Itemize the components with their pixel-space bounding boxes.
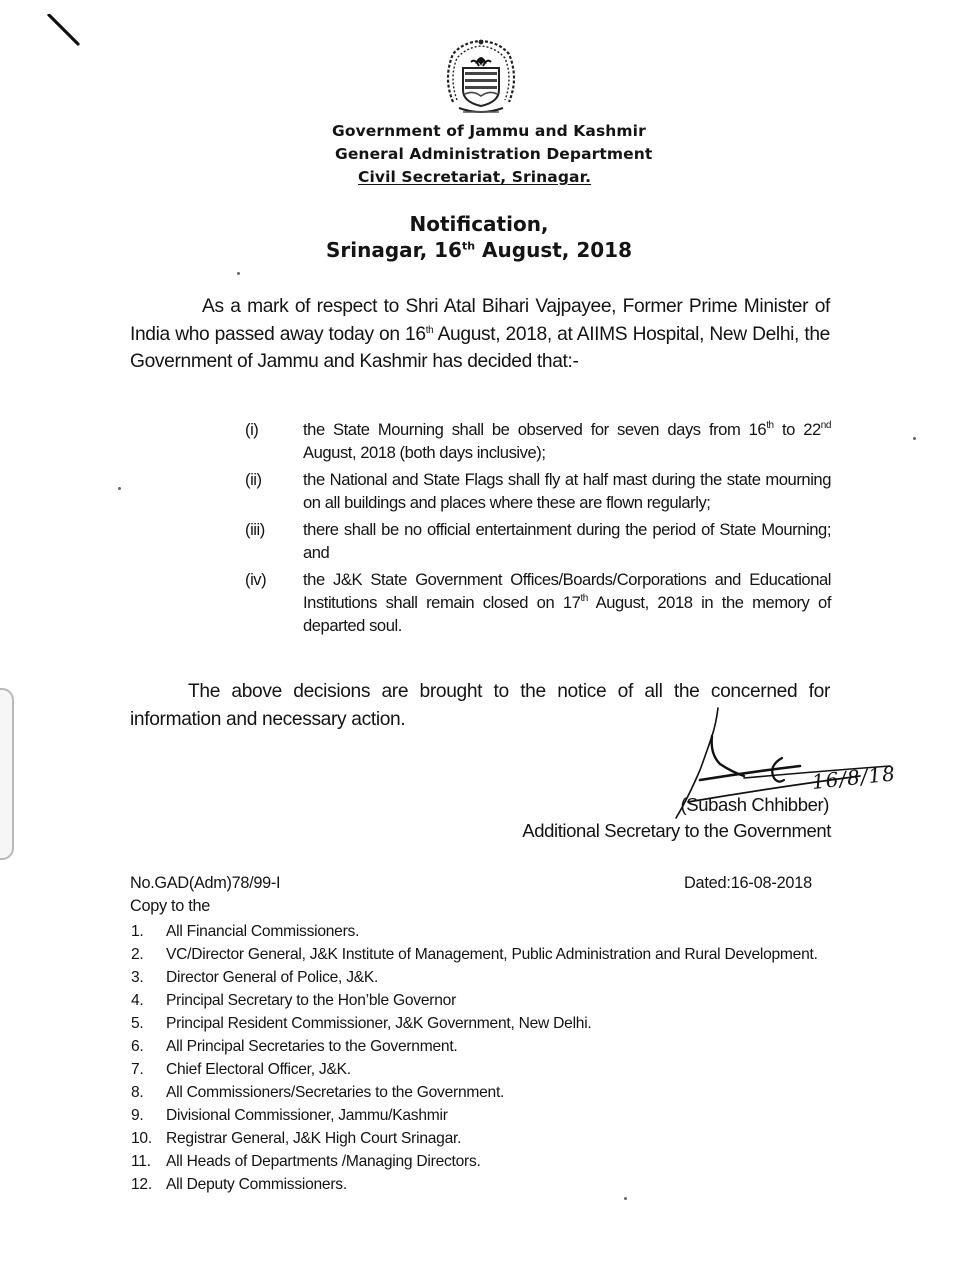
copy-to-recipient: VC/Director General, J&K Institute of Management, Public Administration and Rural Development.: [166, 946, 818, 963]
title-place: Srinagar, 16: [325, 238, 462, 262]
state-emblem-icon: [441, 38, 521, 120]
copy-to-number: 2.: [131, 946, 144, 963]
intro-paragraph: [130, 293, 830, 376]
copy-to-item: [131, 1150, 841, 1173]
copy-to-item: [131, 1035, 841, 1058]
decision-item: [245, 568, 831, 637]
copy-to-recipient: All Financial Commissioners.: [166, 923, 360, 940]
decision-text: [303, 468, 831, 514]
decision-item: [245, 418, 831, 464]
reference-date: Dated:16-08-2018: [683, 874, 812, 892]
closing-paragraph: The above decisions are brought to the notice of all the concerned for information and necessary action.: [130, 681, 830, 730]
decision-number: (iii): [245, 520, 265, 539]
ordinal-suffix: th: [580, 593, 588, 604]
copy-to-number: 7.: [131, 1061, 144, 1078]
decision-text-part: the State Mourning shall be observed for seven days from 16: [303, 420, 767, 439]
copy-to-item: [131, 1081, 841, 1104]
intro-text-1: As a mark of respect to Shri Atal Bihari Vajpayee, Former Prime Minister of India who passed away today on 16: [130, 296, 830, 345]
title-day-suffix: th: [461, 239, 476, 253]
decision-text-part: to 22: [773, 420, 821, 439]
signatory-designation: Additional Secretary to the Government: [522, 820, 831, 841]
copy-to-recipient: Principal Secretary to the Hon’ble Governor: [166, 992, 457, 1009]
decisions-list: [245, 418, 831, 641]
copy-to-recipient: All Principal Secretaries to the Government.: [166, 1038, 458, 1055]
notification-place-date: [0, 238, 958, 262]
copy-to-item: [131, 943, 841, 966]
copy-to-item: [131, 1104, 841, 1127]
notification-title: Notification,: [409, 212, 549, 236]
copy-to-label: Copy to the: [130, 897, 210, 915]
copy-to-number: 8.: [131, 1084, 144, 1101]
copy-to-item: [131, 989, 841, 1012]
copy-to-item: [131, 1058, 841, 1081]
copy-to-recipient: Divisional Commissioner, Jammu/Kashmir: [166, 1107, 448, 1124]
ordinal-suffix: th: [766, 420, 774, 431]
copy-to-recipient: All Commissioners/Secretaries to the Government.: [166, 1084, 505, 1101]
decision-text-part: there shall be no official entertainment during the period of State Mourning; and: [303, 520, 831, 562]
decision-text-part: August, 2018 (both days inclusive);: [303, 443, 546, 462]
copy-to-recipient: Principal Resident Commissioner, J&K Government, New Delhi.: [166, 1015, 592, 1032]
copy-to-number: 3.: [131, 969, 144, 986]
copy-to-recipient: All Deputy Commissioners.: [166, 1176, 347, 1193]
copy-to-number: 9.: [131, 1107, 144, 1124]
copy-to-number: 11.: [131, 1153, 151, 1170]
copy-to-item: [131, 966, 841, 989]
intro-sup: th: [425, 324, 434, 336]
copy-to-number: 6.: [131, 1038, 144, 1055]
copy-to-item: [131, 1012, 841, 1035]
handwritten-date: 16/8/18: [810, 761, 897, 794]
office-address: Civil Secretariat, Srinagar.: [358, 168, 592, 186]
copy-to-number: 12.: [131, 1176, 152, 1193]
decision-number: (iv): [245, 570, 267, 589]
decision-item: [245, 468, 831, 514]
scan-speck: [118, 487, 121, 490]
decision-text-part: August, 2018 in the memory of departed soul.: [303, 593, 831, 635]
copy-to-recipient: Chief Electoral Officer, J&K.: [166, 1061, 351, 1078]
scan-speck: [913, 437, 916, 440]
title-date-rest: August, 2018: [475, 238, 633, 262]
scan-speck: [237, 272, 240, 275]
department-name: General Administration Department: [335, 145, 653, 163]
decision-item: [245, 518, 831, 564]
copy-to-item: [131, 1127, 841, 1150]
copy-to-recipient: Director General of Police, J&K.: [166, 969, 379, 986]
copy-to-item: [131, 920, 841, 943]
copy-to-recipient: Registrar General, J&K High Court Srinagar.: [166, 1130, 462, 1147]
copy-to-number: 4.: [131, 992, 144, 1009]
ordinal-suffix: nd: [820, 420, 831, 431]
decision-text: [303, 518, 831, 564]
decision-text: [303, 418, 831, 464]
decision-number: (ii): [245, 470, 262, 489]
copy-to-item: [131, 1173, 841, 1196]
intro-text-2: August, 2018, at AIIMS Hospital, New Delhi, the Government of Jammu and Kashmir has decided that:-: [130, 323, 831, 372]
pen-stroke-mark: [36, 14, 84, 48]
government-name: Government of Jammu and Kashmir: [332, 122, 646, 140]
decision-text-part: the J&K State Government Offices/Boards/Corporations and Educational Institutions shall remain closed on 17: [303, 570, 831, 612]
scan-speck: [624, 1197, 627, 1200]
copy-to-number: 10.: [131, 1130, 152, 1147]
signatory-name: (Subash Chhibber): [680, 794, 829, 815]
reference-number: No.GAD(Adm)78/99-I: [130, 874, 281, 892]
copy-to-number: 1.: [131, 923, 144, 940]
copy-to-recipient: All Heads of Departments /Managing Directors.: [166, 1153, 481, 1170]
decision-text: [303, 568, 831, 637]
copy-to-list: [131, 920, 841, 1196]
decision-number: (i): [245, 420, 259, 439]
decision-text-part: the National and State Flags shall fly at half mast during the state mourning on all buildings and places where these are flown regularly;: [303, 470, 831, 512]
copy-to-number: 5.: [131, 1015, 144, 1032]
